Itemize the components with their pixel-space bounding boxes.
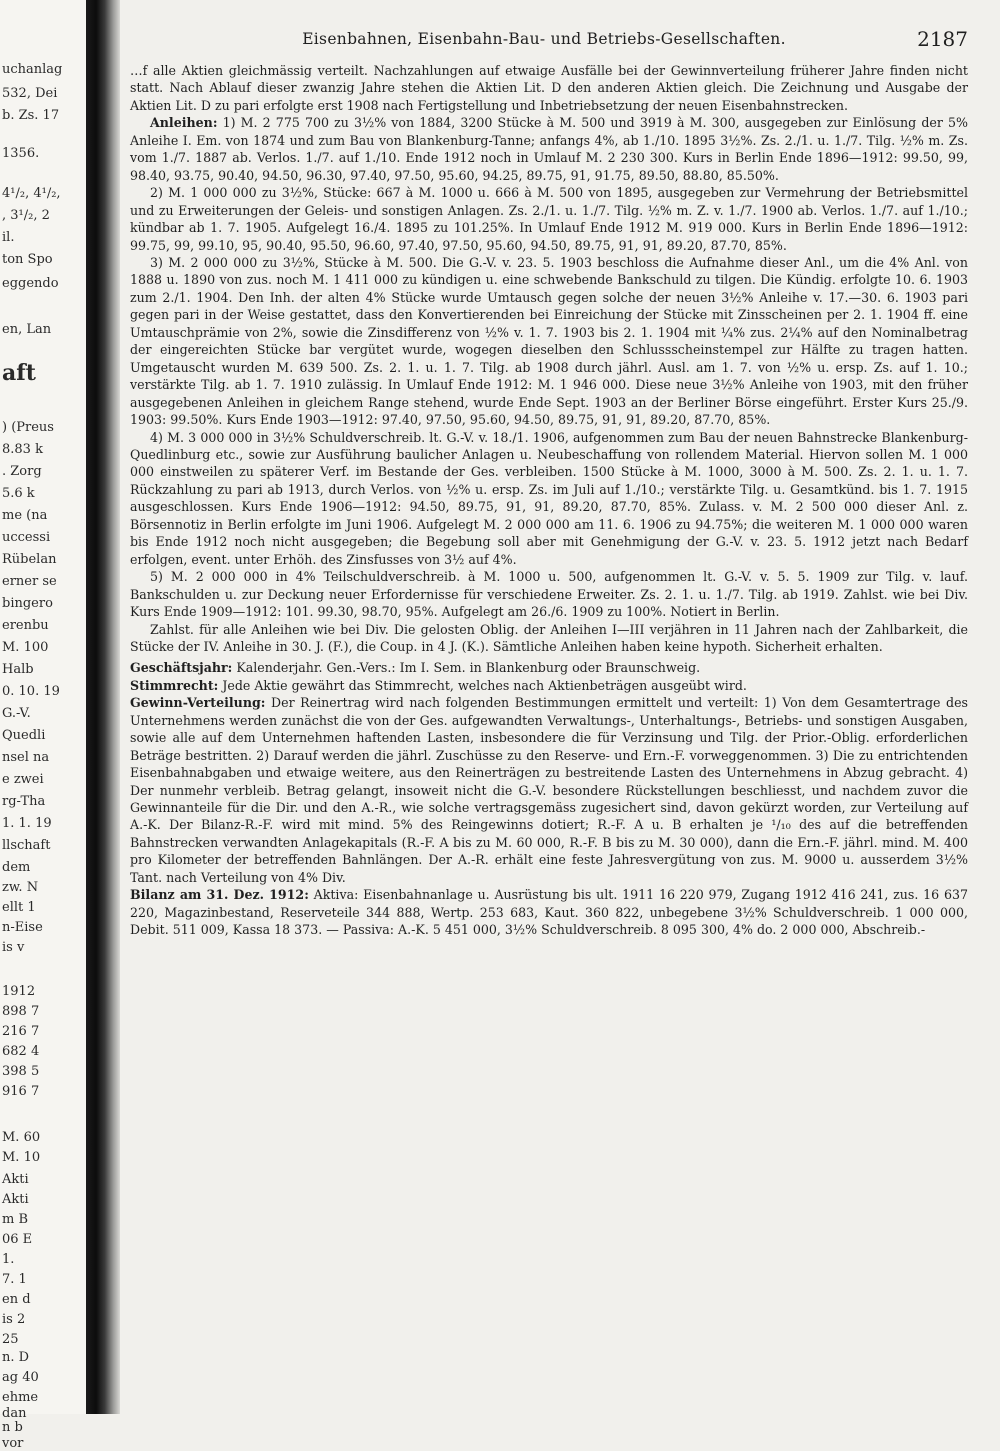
section-heading: Geschäftsjahr: <box>130 660 233 676</box>
paragraph <box>130 621 968 656</box>
paragraph <box>130 568 968 620</box>
section-heading: Bilanz am 31. Dez. 1912: <box>130 887 309 903</box>
margin-fragment: is 2 <box>2 1312 26 1327</box>
margin-fragment: 532, Dei <box>2 86 58 101</box>
margin-fragment: M. 10 <box>2 1150 41 1165</box>
margin-fragment: n-Eise <box>2 920 43 935</box>
paragraph <box>130 62 968 114</box>
margin-fragment: 06 E <box>2 1232 33 1247</box>
paragraph <box>130 659 968 676</box>
margin-fragment: erenbu <box>2 618 49 633</box>
margin-fragment: m B <box>2 1212 29 1227</box>
margin-fragment: Akti <box>2 1192 29 1207</box>
facing-page-margin <box>0 0 86 1451</box>
margin-fragment: ellt 1 <box>2 900 36 915</box>
paragraph-text: Jede Aktie gewährt das Stimmrecht, welches nach Aktienbeträgen ausgeübt wird. <box>222 677 747 693</box>
margin-fragment: il. <box>2 230 15 245</box>
paragraph-text: 4) M. 3 000 000 in 3½% Schuldverschreib. lt. G.-V. v. 18./1. 1906, aufgenommen zum Bau der neuen Bahnstrecke Blankenburg-Quedlinburg etc., sowie zur Ausführung baulicher Anlagen u. Neubeschaffung von rollendem Material. Hiervon sollen M. 1 000 000 einstweilen zu späterer Verf. im Bestande der Ges. verbleiben. 1500 Stücke à M. 1000, 3000 à M. 500. Zs. 2. 1. u. 1. 7. Rückzahlung zu pari ab 1913, durch Verlos. von ½% u. ersp. Zs. im Juli auf 1./10.; verstärkte Tilg. u. Gesamtkünd. bis 1. 7. 1915 ausgeschlossen. Kurs Ende 1906—1912: 94.50, 89.75, 91, 91, 89.20, 87.70, 85%. Zulass. v. M. 2 500 000 dieser Anl. z. Börsennotiz in Berlin erfolgte im Juni 1906. Aufgelegt M. 2 000 000 am 11. 6. 1906 zu 94.75%; die weiteren M. 1 000 000 waren bis Ende 1912 noch nicht ausgegeben; die Begebung soll aber mit Genehmigung der G.-V. v. 23. 5. 1912 jetzt nach Bedarf erfolgen, event. unter Erhöh. des Zinsfusses von 3½ auf 4%. <box>130 429 968 567</box>
margin-fragment: vor <box>2 1436 24 1451</box>
margin-fragment: 216 7 <box>2 1024 40 1039</box>
paragraph-text: Zahlst. für alle Anleihen wie bei Div. Die gelosten Oblig. der Anleihen I—III verjähren in 11 Jahren nach der Zahlbarkeit, die Stücke der IV. Anleihe in 30. J. (F.), die Coup. in 4 J. (K.). Sämtliche Anleihen haben keine hypoth. Sicherheit erhalten. <box>130 621 968 654</box>
margin-fragment: 1. 1. 19 <box>2 816 52 831</box>
margin-fragment: uchanlag <box>2 62 63 77</box>
margin-fragment: is v <box>2 940 25 955</box>
margin-fragment: Rübelan <box>2 552 57 567</box>
margin-fragment: 1356. <box>2 146 40 161</box>
body-text <box>130 62 968 939</box>
margin-fragment: uccessi <box>2 530 51 545</box>
paragraph <box>130 184 968 254</box>
header-title: Eisenbahnen, Eisenbahn-Bau- und Betriebs-Gesellschaften. <box>302 30 786 48</box>
paragraph <box>130 429 968 569</box>
margin-fragment: ehme <box>2 1390 39 1405</box>
margin-fragment: ) (Preus <box>2 420 54 435</box>
margin-fragment: 398 5 <box>2 1064 40 1079</box>
margin-fragment: dan <box>2 1406 27 1421</box>
margin-fragment: nsel na <box>2 750 50 765</box>
margin-fragment: M. 60 <box>2 1130 41 1145</box>
margin-fragment: 916 7 <box>2 1084 40 1099</box>
margin-fragment: rg-Tha <box>2 794 46 809</box>
margin-fragment: erner se <box>2 574 57 589</box>
paragraph <box>130 694 968 886</box>
margin-fragment: n b <box>2 1420 23 1435</box>
margin-fragment: aft <box>2 360 36 386</box>
margin-fragment: 898 7 <box>2 1004 40 1019</box>
paragraph-text: 2) M. 1 000 000 zu 3½%, Stücke: 667 à M. 1000 u. 666 à M. 500 von 1895, ausgegeben zur Vermehrung der Betriebsmittel und zu Erweiterungen der Geleis- und sonstigen Anlagen. Zs. 2./1. u. 1./7. Tilg. ½% m. Z. v. 1./7. 1900 ab. Verlos. 1./7. auf 1./10.; kündbar ab 1. 7. 1905. Aufgelegt 16./4. 1895 zu 101.25%. In Umlauf Ende 1912 M. 919 000. Kurs in Berlin Ende 1896—1912: 99.75, 99, 99.10, 95, 90.40, 95.50, 96.60, 97.40, 97.50, 95.60, 94.50, 89.75, 91, 91, 89.20, 87.70, 85%. <box>130 185 968 253</box>
margin-fragment: eggendo <box>2 276 59 291</box>
paragraph-text: …f alle Aktien gleichmässig verteilt. Nachzahlungen auf etwaige Ausfälle bei der Gewinnverteilung früherer Jahre finden nicht statt. Nach Ablauf dieser zwanzig Jahre stehen die Aktien Lit. D den anderen Aktien gleich. Die Zeichnung und Ausgabe der Aktien Lit. D zu pari erfolgte erst 1908 nach Fertigstellung und Inbetriebsetzung der neuen Eisenbahnstrecken. <box>130 63 968 113</box>
paragraph <box>130 254 968 429</box>
margin-fragment: 1. <box>2 1252 15 1267</box>
margin-fragment: 25 <box>2 1332 19 1347</box>
margin-fragment: b. Zs. 17 <box>2 108 60 123</box>
margin-fragment: e zwei <box>2 772 44 787</box>
margin-fragment: 682 4 <box>2 1044 40 1059</box>
paragraph-text: 1) M. 2 775 700 zu 3½% von 1884, 3200 Stücke à M. 500 und 3919 à M. 300, ausgegeben zur Einlösung der 5% Anleihe I. Em. von 1874 und zum Bau von Blankenburg-Tanne; anfangs 4%, ab 1./10. 1895 3½%. Zs. 2./1. u. 1./7. Tilg. ½% m. Zs. vom 1./7. 1887 ab. Verlos. 1./7. auf 1./10. Ende 1912 noch in Umlauf M. 2 230 300. Kurs in Berlin Ende 1896—1912: 99.50, 99, 98.40, 93.75, 90.40, 94.50, 96.30, 97.40, 97.50, 95.60, 94.25, 89.75, 91, 91.75, 89.50, 88.80, 85.50%. <box>130 115 968 183</box>
book-gutter <box>86 0 120 1414</box>
section-heading: Stimmrecht: <box>130 677 219 693</box>
margin-fragment: ag 40 <box>2 1370 39 1385</box>
margin-fragment: zw. N <box>2 880 39 895</box>
margin-fragment: Akti <box>2 1172 29 1187</box>
paragraph-text: 5) M. 2 000 000 in 4% Teilschuldverschreib. à M. 1000 u. 500, aufgenommen lt. G.-V. v. 5. 5. 1909 zur Tilg. v. lauf. Bankschulden u. zur Deckung neuer Erfordernisse für verschiedene Erweiter. Zs. 2. 1. u. 1./7. Tilg. ab 1919. Zahlst. wie bei Div. Kurs Ende 1909—1912: 101. 99.30, 98.70, 95%. Aufgelegt am 26./6. 1909 zu 100%. Notiert in Berlin. <box>130 569 968 620</box>
margin-fragment: , 3¹/₂, 2 <box>2 208 50 223</box>
running-header <box>120 27 968 56</box>
margin-fragment: 4¹/₂, 4¹/₂, <box>2 186 61 201</box>
margin-fragment: 7. 1 <box>2 1272 27 1287</box>
paragraph-text: Der Reinertrag wird nach folgenden Bestimmungen ermittelt und verteilt: 1) Von dem Gesamtertrage des Unternehmens werden zunächst die von der Ges. aufgewandten Verwaltungs-, Unterhaltungs-, Betriebs- und sonstigen Ausgaben, sowie alle auf dem Unternehmen haftenden Lasten, insbesondere die für Verzinsung und Tilg. der Prior.-Oblig. erforderlichen Beträge bestritten. 2) Darauf werden die jährl. Zuschüsse zu den Reserve- und Ern.-F. vorweggenommen. 3) Die zu entrichtenden Eisenbahnabgaben und etwaige weitere, aus den Reinerträgen zu bestreitende Lasten des Unternehmens in Abzug gebracht. 4) Der nunmehr verbleib. Betrag gelangt, insoweit nicht die G.-V. besondere Rückstellungen beschliesst, und nachdem zuvor die Gewinnanteile für die Dir. und den A.-R., wie solche vertragsgemäss zugesichert sind, davon gekürzt worden, zur Verteilung auf A.-K. Der Bilanz-R.-F. wird mit mind. 5% des Reingewinns dotiert; R.-F. A u. B erhalten je ¹/₁₀ des auf die betreffenden Bahnstrecken verwandten Anlagekapitals (R.-F. A bis zu M. 60 000, R.-F. B bis zu M. 30 000), dann die Ern.-F. jährl. mind. M. 400 pro Kilometer der betreffenden Bahnlängen. Der A.-R. erhält eine feste Jahresvergütung von zus. M. 9000 u. ausserdem 3½% Tant. nach Verteilung von 4% Div. <box>130 695 968 885</box>
margin-fragment: 8.83 k <box>2 442 43 457</box>
paragraph <box>130 114 968 184</box>
page-number: 2187 <box>917 27 968 51</box>
paragraph-text: 3) M. 2 000 000 zu 3½%, Stücke à M. 500. Die G.-V. v. 23. 5. 1903 beschloss die Aufnahme dieser Anl., um die 4% Anl. von 1888 u. 1890 von zus. noch M. 1 411 000 zu kündigen u. eine schwebende Bankschuld zu tilgen. Die Kündig. erfolgte 10. 6. 1903 zum 2./1. 1904. Den Inh. der alten 4% Stücke wurde Umtausch gegen solche der neuen 3½% Anleihe v. 17.—30. 6. 1903 pari gegen pari in der Weise gestattet, dass den Konvertierenden bei Einreichung der Stücke mit Zinsscheinen per 2. 1. 1904 ff. eine Umtauschprämie von 2%, sowie die Zinsdifferenz von ½% v. 1. 7. 1903 bis 2. 1. 1904 mit ¼% zus. 2¼% auf den Nominalbetrag der eingereichten Stücke bar vergütet wurde, wogegen dieselben den Schlussscheinstempel zur Hälfte zu tragen hatten. Umgetauscht wurden M. 639 500. Zs. 2. 1. u. 1. 7. Tilg. ab 1908 durch jährl. Ausl. am 1. 7. von ½% u. ersp. Zs. auf 1. 10.; verstärkte Tilg. ab 1. 7. 1910 zulässig. In Umlauf Ende 1912: M. 1 946 000. Diese neue 3½% Anleihe von 1903, mit den früher ausgegebenen Anleihen in gleichem Range stehend, wurde Ende Sept. 1903 an der Berliner Börse eingeführt. Erster Kurs 25./9. 1903: 99.50%. Kurs Ende 1903—1912: 97.40, 97.50, 95.60, 94.50, 89.75, 91, 91, 89.20, 87.70, 85%. <box>130 254 968 428</box>
margin-fragment: llschaft <box>2 838 51 853</box>
margin-fragment: . Zorg <box>2 464 42 479</box>
margin-fragment: en, Lan <box>2 322 52 337</box>
paragraph-text: Aktiva: Eisenbahnanlage u. Ausrüstung bis ult. 1911 16 220 979, Zugang 1912 416 241, zus. 16 637 220, Magazinbestand, Reserveteile 344 888, Wertp. 253 683, Kaut. 360 822, unbegebene 3½% Schuldverschreib. 1 000 000, Debit. 511 009, Kassa 18 373. — Passiva: A.-K. 5 451 000, 3½% Schuldverschreib. 8 095 300, 4% do. 2 000 000, Abschreib.- <box>130 887 968 938</box>
margin-fragment: me (na <box>2 508 48 523</box>
margin-fragment: 0. 10. 19 <box>2 684 60 699</box>
paragraph-text: Kalenderjahr. Gen.-Vers.: Im I. Sem. in Blankenburg oder Braunschweig. <box>236 660 701 676</box>
paragraph <box>130 677 968 694</box>
paragraph <box>130 886 968 938</box>
margin-fragment: n. D <box>2 1350 30 1365</box>
margin-fragment: dem <box>2 860 31 875</box>
margin-fragment: bingero <box>2 596 53 611</box>
page <box>120 0 1000 1414</box>
margin-fragment: en d <box>2 1292 31 1307</box>
margin-fragment: 5.6 k <box>2 486 35 501</box>
margin-fragment: Quedli <box>2 728 46 743</box>
margin-fragment: G.-V. <box>2 706 31 721</box>
margin-fragment: M. 100 <box>2 640 49 655</box>
section-heading: Gewinn-Verteilung: <box>130 695 266 711</box>
margin-fragment: Halb <box>2 662 34 677</box>
margin-fragment: 1912 <box>2 984 36 999</box>
section-heading: Anleihen: <box>150 115 218 131</box>
margin-fragment: ton Spo <box>2 252 53 267</box>
